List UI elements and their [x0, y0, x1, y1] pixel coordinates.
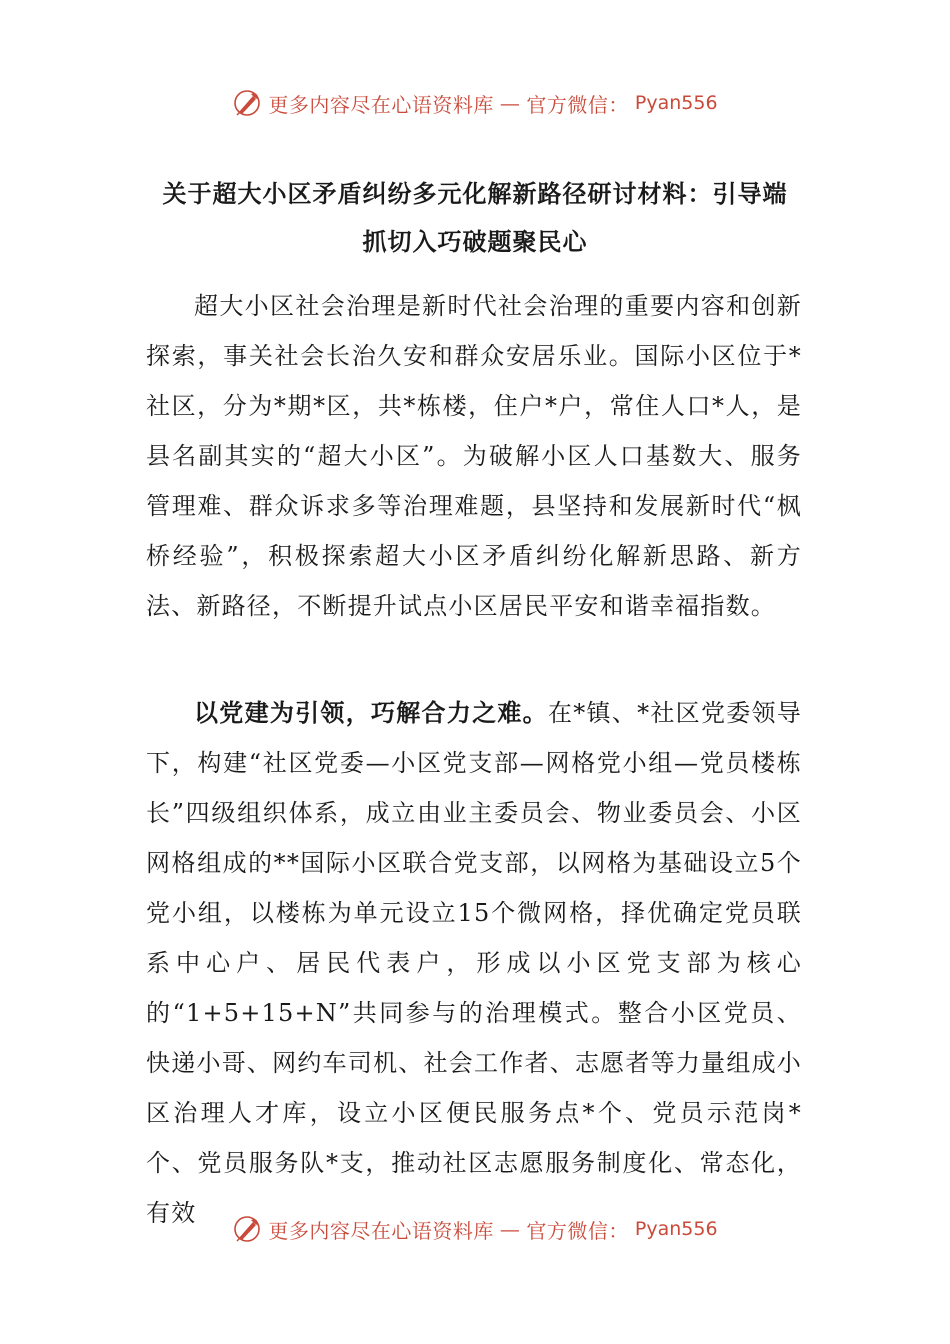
- document-title-line1: 关于超大小区矛盾纠纷多元化解新路径研讨材料：引导端: [162, 179, 788, 208]
- paragraph-2-lead-heading: 以党建为引领，巧解合力之难。: [194, 698, 548, 727]
- header-separator: —: [499, 91, 521, 115]
- footer-wechat-label: 官方微信：: [526, 1218, 629, 1243]
- footer-wechat-id: Pyan556: [634, 1218, 718, 1240]
- header-watermark-banner: [0, 80, 950, 126]
- body-paragraph-2: [146, 688, 802, 1238]
- header-site-text: 更多内容尽在心语资料库: [268, 92, 494, 117]
- quill-pen-logo-icon: [232, 1214, 262, 1244]
- footer-separator: —: [499, 1217, 521, 1241]
- body-paragraph-1: 超大小区社会治理是新时代社会治理的重要内容和创新探索，事关社会长治久安和群众安居乐业。国际小区位于*社区，分为*期*区，共*栋楼，住户*户，常住人口*人，是县名副其实的“超大小区”。为破解小区人口基数大、服务管理难、群众诉求多等治理难题，县坚持和发展新时代“枫桥经验”，积极探索超大小区矛盾纠纷化解新思路、新方法、新路径，不断提升试点小区居民平安和谐幸福指数。: [146, 292, 802, 620]
- footer-watermark-banner: [0, 1206, 950, 1252]
- paragraph-2-body: 在*镇、*社区党委领导下，构建“社区党委—小区党支部—网格党小组—党员楼栋长”四级组织体系，成立由业主委员会、物业委员会、小区网格组成的**国际小区联合党支部，以网格为基础设立5个党小组，以楼栋为单元设立15个微网格，择优确定党员联系中心户、居民代表户，形成以小区党支部为核心的“1+5+15+N”共同参与的治理模式。整合小区党员、快递小哥、网约车司机、社会工作者、志愿者等力量组成小区治理人才库，设立小区便民服务点*个、党员示范岗*个、党员服务队*支，推动社区志愿服务制度化、常态化，有效: [146, 699, 802, 1227]
- header-wechat-label: 官方微信：: [526, 92, 629, 117]
- quill-pen-logo-icon: [232, 88, 262, 118]
- footer-site-text: 更多内容尽在心语资料库: [268, 1218, 494, 1243]
- header-wechat-id: Pyan556: [634, 92, 718, 114]
- document-title-line2: 抓切入巧破题聚民心: [362, 227, 588, 256]
